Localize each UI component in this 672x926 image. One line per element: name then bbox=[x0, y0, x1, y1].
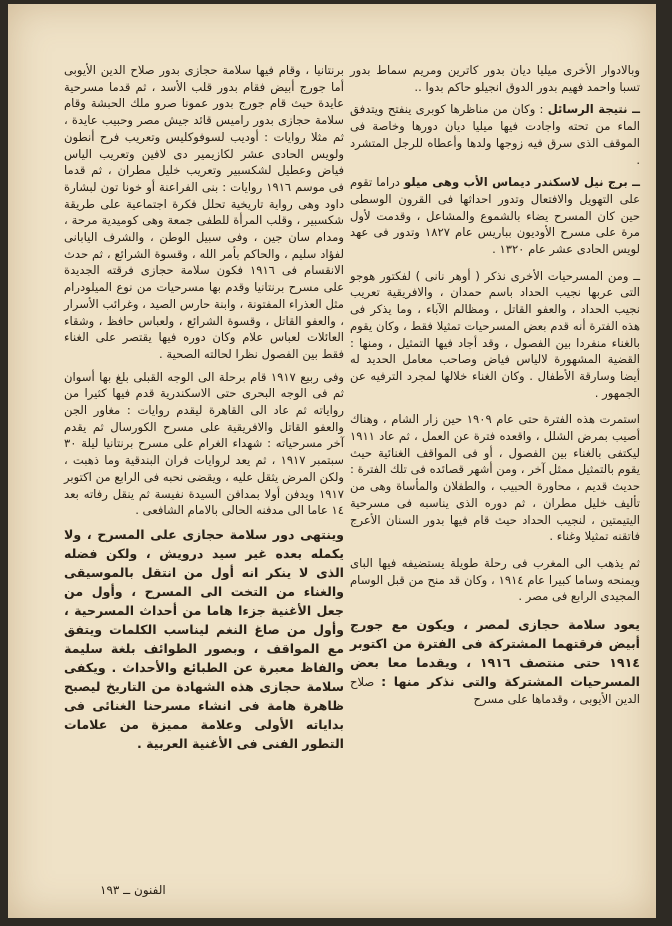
paragraph: وبالادوار الأخرى ميليا ديان بدور كاترين ومريم سماط بدور تسبا واحمد فهيم بدور الدوق انجيلو حاكم بدوا .. bbox=[350, 63, 640, 94]
paragraph: استمرت هذه الفترة حتى عام ١٩٠٩ حين زار الشام ، وهناك أصيب بمرض الشلل ، واقعده فترة عن العمل ، ثم عاد ١٩١١ ليكتفى بالغناء بين الفصول ، أو فى المواقف الغنائية حيث يقوم بالتمثيل ممثل آخر ، ومن أشهر قصائده فى تلك الفترة : حديث قديم ، محاورة الحبيب ، والطفلان والمأساة وهى من تأليف خليل مطران ، ثم دوره الذى يناسبه فى مسرحية اليتيمتين ، لنجيب الحداد حيث قام فيها بدور السنان الأعرج فاتقنه تمثيلا وغناء . bbox=[350, 412, 640, 544]
paragraph bbox=[350, 101, 640, 168]
paragraph-body: دراما تقوم على التهويل والافتعال وتدور احداثها فى القرون الوسطى حين كان المسرح يضاء بالشموع والمشاعل ، وقدمت لأول مرة على مسرح الأوديون بباريس عام ١٨٢٧ وتدور فى عهد لويس الحادى عشر عام ١٣٢٠ . bbox=[350, 175, 640, 257]
left-column bbox=[64, 62, 344, 759]
paragraph-body: : وكان من مناظرها كوبرى ينفتح ويتدفق الماء من تحته واجادت فيها ميليا ديان دورها وخاصة فى الموقف الذى سرق فيه زوجها ولدها وأعطاه للرجل المتشرد . bbox=[350, 102, 640, 167]
page-footer: الفنون ــ ١٩٣ bbox=[100, 883, 166, 897]
paragraph: ــ ومن المسرحيات الأخرى نذكر ( أوهر نانى ) لفكتور هوجو التى عربها نجيب الحداد باسم حمدان ، والافريقية تعريب نجيب الحداد ، والعفو القاتل ، ومظالم الآباء ، وما يذكر فى هذه الفترة أنه قدم بعض المسرحيات تمثيلا فقط ، وكان يقوم بالغناء منفردا بين الفصول ، وقد أجاد فيها التمثيل ، ومنها : القضية المشهورة لالياس فياض وصاحب معامل الحديد له أيضا وسارقة الأطفال . وكان الغناء خلالها لمجرد الترفيه عن الجمهور . bbox=[350, 268, 640, 400]
paragraph bbox=[350, 174, 640, 258]
paragraph: ثم يذهب الى المغرب فى رحلة طويلة يستضيفه فيها الباى ويمنحه وساما كبيرا عام ١٩١٤ ، وكان قد منح من قبل الوسام المجيدى الرابع فى مصر . bbox=[350, 555, 640, 604]
bold-paragraph: وينتهى دور سلامة حجازى على المسرح ، ولا يكمله بعده غير سيد درويش ، ولكن فضله الذى لا ينكر انه أول من انتقل بالموسيقى والغناء من التخت الى المسرح ، وأول من جعل الأغنية جزءا هاما من أحداث المسرحية ، وأول من صاغ النغم ليناسب الكلمات ويتفق مع المواقف ، وبصور الطوائف بلغة سليمة والفاظ معبرة عن الطبائع والأحداث . ويكفى سلامة حجازى هذه الشهادة من التاريخ ليصبح ظاهرة هامة فى انشاء مسرحنا الغنائى فى بداياته الأولى وعلامة مميزة من علامات التطور الفنى فى الأغنية العربية . bbox=[64, 526, 344, 751]
right-column bbox=[350, 62, 640, 714]
bold-paragraph: يعود سلامة حجازى لمصر ، ويكون مع جورج أبيض فرقتهما المشتركة فى الفترة من اكتوبر ١٩١٤ حتى منتصف ١٩١٦ ، ويقدما معا بعض المسرحيات المشتركة والتى نذكر منها : bbox=[350, 617, 640, 690]
magazine-page bbox=[8, 4, 656, 918]
section-heading: ــ برج نيل لاسكندر ديماس الأب وهى ميلو bbox=[403, 175, 640, 190]
section-heading: ــ نتيجة الرسائل bbox=[547, 102, 641, 117]
paragraph bbox=[350, 615, 640, 708]
paragraph: وفى ربيع ١٩١٧ قام برحلة الى الوجه القبلى بلغ بها أسوان ثم فى الوجه البحرى حتى الاسكندرية قدم فيها كثيرا من رواياته ثم عاد الى القاهرة ليقدم روايات : مغاور الجن والعفو القاتل والافريقية على مسرح الكورسال ثم يقدم آخر مسرحياته : شهداء الغرام على مسرح برنتانيا ليلة ٣٠ سبتمبر ١٩١٧ ، ثم يعد لروايات فران البندقية وما ذهبت ، ولكن المرض يثقل عليه ، ويقضى نحبه فى الرابع من اكتوبر ١٩١٧ ويدفن أولا بمدافن السيدة نفيسة ثم ينقل رفاته بعد ١٤ عاما الى مدفنه الحالى بالامام الشافعى . bbox=[64, 369, 344, 518]
paragraph-body: صلاح الدين الأيوبى ، وقدماها على مسرح bbox=[350, 675, 640, 707]
paragraph: برنتانيا ، وقام فيها سلامة حجازى بدور صلاح الدين الأيوبى أما جورج أبيض فقام بدور قلب الأسد ، ثم قدما مسرحية عايدة حيث قام جورج بدور عمونا صرو ملك الحبشة وقام سلامة حجازى بدور راميس قائد جيش مصر وحبيب عايدة ، ثم مثلا روايات : أوديب لسوفوكليس وتعريب فرح أنطون ولويس الحادى عشر لكازيمير دى لافين وتعريب الياس فياض وعطيل لشكسبير وتعريب خليل مطران ، ثم قدما فى موسم ١٩١٦ روايات : بنى الفراعنة أو خونا تون لبشارة داود وهى رواية تاريخية تحلل فكرة اجتماعية على طريقة شكسبير ، وقلب المرأة للطفى جمعة وهى كوميدية مرحة ، ومدام سان جين ، وفى سبيل الوطن ، والشرف اليابانى لفؤاد سليم ، والحاكم بأمر الله ، وقسوة الشرائع ، ثم حدث الانقسام فى ١٩١٦ فكون سلامة حجازى فرقته الجديدة على مسرح برنتانيا وقدم بها مسرحيات من نوع الميلودرام مثل العذراء المفتونة ، وابنة حارس الصيد ، وغرائب الأسرار ، والعفو القاتل ، وقسوة الشرائع ، ولعباس حافظ ، وشقاء العائلات لعباس علام وكان دوره فيها يقتصر على الغناء فقط بين الفصول نظرا لحالته الصحية . bbox=[64, 63, 344, 361]
